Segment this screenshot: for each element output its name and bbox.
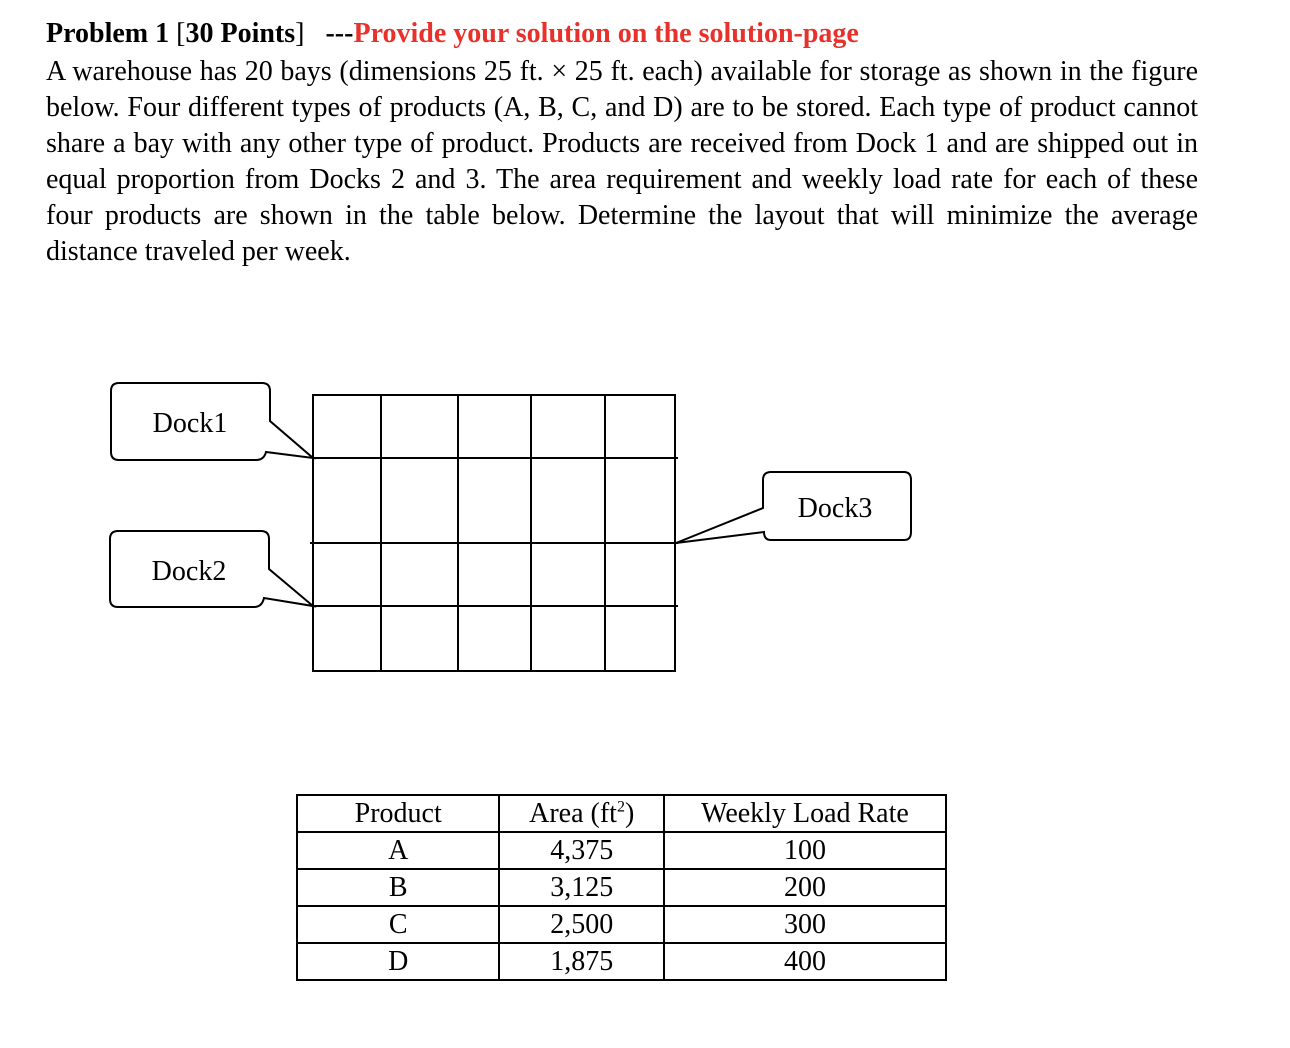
cell-area: 1,875 — [499, 943, 664, 980]
header-area-text: Area (ft — [529, 798, 617, 829]
cell-load: 300 — [664, 906, 946, 943]
header-area — [499, 795, 664, 832]
table-row — [297, 832, 946, 869]
header-area-sup: 2 — [616, 798, 625, 816]
bracket-open: [ — [176, 18, 186, 49]
solution-instruction: Provide your solution on the solution-page — [353, 18, 859, 49]
cell-load: 200 — [664, 869, 946, 906]
dock1-label: Dock1 — [152, 408, 228, 439]
header-area-close: ) — [624, 798, 635, 829]
cell-product: A — [297, 832, 499, 869]
grid-border — [313, 395, 675, 671]
header-product: Product — [297, 795, 499, 832]
dock3-callout — [676, 472, 911, 543]
cell-area: 3,125 — [499, 869, 664, 906]
problem-text: A warehouse has 20 bays (dimensions 25 ft. × 25 ft. each) available for storage as shown in the figure below. Four different types of products (A, B, C, and D) are to be stored. Each type of product cannot share a bay with any other type of product. Products are received from Dock 1 and are shipped out in equal proportion from Docks 2 and 3. The area requirement and weekly load rate for each of these four products are shown in the table below. Determine the layout that will minimize the average distance traveled per week. — [46, 56, 1198, 267]
bay-grid — [310, 395, 678, 671]
heading-dashes: --- — [325, 18, 354, 49]
cell-area: 2,500 — [499, 906, 664, 943]
dock3-label: Dock3 — [797, 493, 873, 524]
cell-product: B — [297, 869, 499, 906]
table-row — [297, 906, 946, 943]
cell-load: 100 — [664, 832, 946, 869]
cell-load: 400 — [664, 943, 946, 980]
table-row — [297, 869, 946, 906]
cell-area: 4,375 — [499, 832, 664, 869]
problem-label: Problem 1 — [46, 18, 170, 49]
problem-points: 30 Points — [185, 18, 296, 49]
table-header-row — [297, 795, 946, 832]
dock2-label: Dock2 — [151, 556, 227, 587]
table-row — [297, 943, 946, 980]
header-load: Weekly Load Rate — [664, 795, 946, 832]
product-table — [296, 794, 947, 981]
cell-product: C — [297, 906, 499, 943]
bracket-close: ] — [295, 18, 305, 49]
cell-product: D — [297, 943, 499, 980]
